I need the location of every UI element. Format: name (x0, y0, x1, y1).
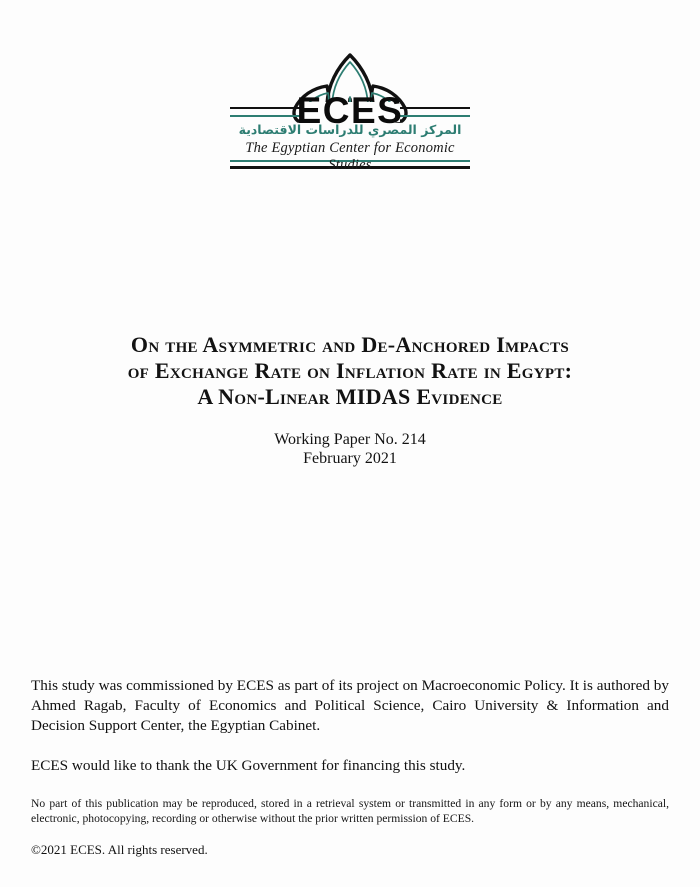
cover-footer (31, 676, 669, 871)
publication-date: February 2021 (303, 450, 397, 467)
paper-title (60, 332, 640, 410)
logo-tagline: The Egyptian Center for Economic Studies (245, 140, 455, 173)
eces-logo (0, 52, 700, 183)
logo-acronym: ECES (296, 90, 404, 131)
paper-meta (0, 430, 700, 468)
legal-note: No part of this publication may be reproduced, stored in a retrieval system or transmitted in any form or by any means, mechanical, electronic, photocopying, recording or otherwise without the prior written permission of ECES. (31, 797, 669, 825)
paper-title-line-1: On the Asymmetric and De-Anchored Impacts (130, 332, 570, 357)
paper-title-line-3: A Non-Linear MIDAS Evidence (197, 384, 503, 409)
working-paper-number: Working Paper No. 214 (274, 431, 426, 448)
copyright-note: ©2021 ECES. All rights reserved. (31, 842, 208, 857)
commission-note: This study was commissioned by ECES as part of its project on Macroeconomic Policy. It is authored by Ahmed Ragab, Faculty of Economics and Political Science, Cairo University & Information and Decision Support Center, the Egyptian Cabinet. (31, 677, 669, 734)
logo-arabic-name: المركز المصري للدراسات الاقتصادية (238, 122, 462, 137)
funding-note: ECES would like to thank the UK Government for financing this study. (31, 757, 466, 774)
logo-inner (230, 52, 470, 178)
paper-title-line-2: of Exchange Rate on Inflation Rate in Egypt: (127, 358, 573, 383)
